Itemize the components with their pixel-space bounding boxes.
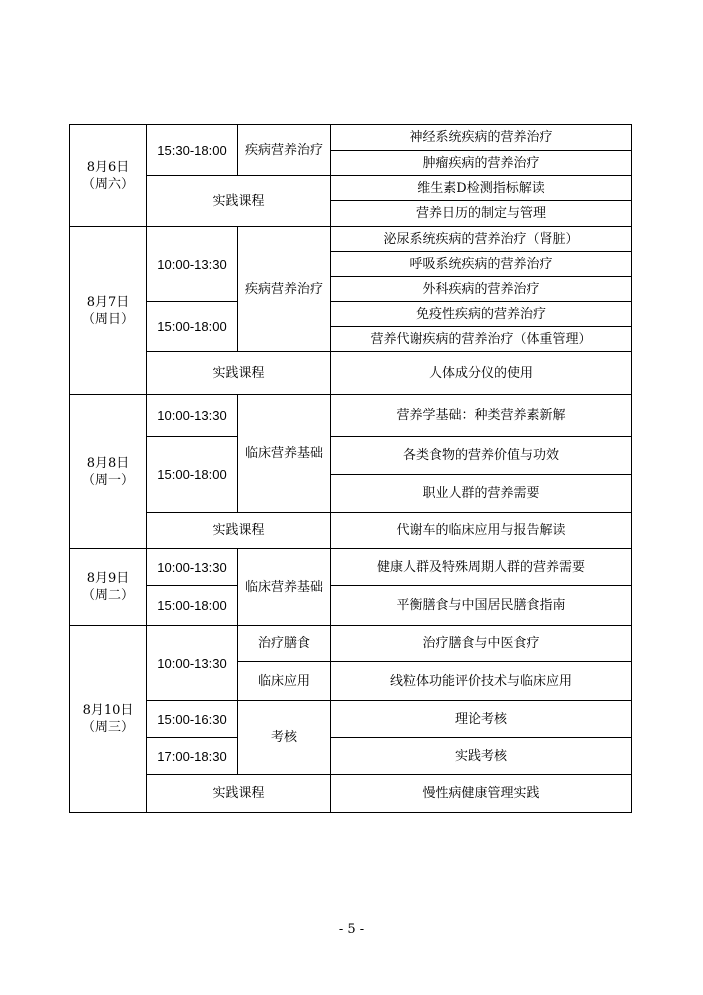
topic-cell: 营养日历的制定与管理 [331, 201, 632, 227]
table-row [70, 738, 632, 775]
table-row [70, 626, 632, 662]
time-slot: 15:00-16:30 [147, 701, 238, 738]
date-label: 8月7日 [86, 294, 130, 310]
date-label: 8月8日 [86, 455, 130, 471]
table-row [70, 302, 632, 327]
topic-cell: 理论考核 [331, 701, 632, 738]
topic-cell: 各类食物的营养价值与功效 [331, 437, 632, 475]
topic-cell: 平衡膳食与中国居民膳食指南 [331, 586, 632, 626]
date-cell [70, 395, 147, 549]
weekday-label: （周三） [81, 720, 134, 735]
module-cell: 考核 [238, 701, 331, 775]
module-cell: 疾病营养治疗 [238, 125, 331, 176]
practice-label: 实践课程 [147, 775, 331, 813]
date-label: 8月10日 [82, 703, 134, 718]
date-cell [70, 125, 147, 227]
time-slot: 15:30-18:00 [147, 125, 238, 176]
table-row [70, 775, 632, 813]
course-schedule-table [69, 124, 632, 813]
weekday-label: （周六） [81, 176, 134, 192]
topic-cell: 免疫性疾病的营养治疗 [331, 302, 632, 327]
topic-cell: 职业人群的营养需要 [331, 475, 632, 513]
table-row [70, 586, 632, 626]
topic-cell: 代谢车的临床应用与报告解读 [331, 513, 632, 549]
module-cell: 临床营养基础 [238, 549, 331, 626]
practice-label: 实践课程 [147, 176, 331, 227]
time-slot: 10:00-13:30 [147, 626, 238, 701]
weekday-label: （周日） [81, 311, 134, 327]
module-cell: 疾病营养治疗 [238, 227, 331, 352]
time-slot: 10:00-13:30 [147, 395, 238, 437]
time-slot: 15:00-18:00 [147, 586, 238, 626]
time-slot: 17:00-18:30 [147, 738, 238, 775]
time-slot: 15:00-18:00 [147, 302, 238, 352]
topic-cell: 实践考核 [331, 738, 632, 775]
topic-cell: 营养代谢疾病的营养治疗（体重管理） [331, 327, 632, 352]
topic-cell: 慢性病健康管理实践 [331, 775, 632, 813]
date-label: 8月6日 [86, 159, 130, 175]
table-row [70, 513, 632, 549]
table-row [70, 549, 632, 586]
topic-cell: 神经系统疾病的营养治疗 [331, 125, 632, 151]
date-cell [70, 227, 147, 395]
topic-cell: 呼吸系统疾病的营养治疗 [331, 252, 632, 277]
date-label: 8月9日 [86, 571, 130, 586]
module-cell: 治疗膳食 [238, 626, 331, 662]
module-cell: 临床营养基础 [238, 395, 331, 513]
weekday-label: （周一） [81, 472, 134, 488]
topic-cell: 维生素D检测指标解读 [331, 176, 632, 201]
topic-cell: 人体成分仪的使用 [331, 352, 632, 395]
table-row [70, 352, 632, 395]
date-cell [70, 626, 147, 813]
time-slot: 15:00-18:00 [147, 437, 238, 513]
topic-cell: 肿瘤疾病的营养治疗 [331, 151, 632, 176]
table-row [70, 437, 632, 475]
module-cell: 临床应用 [238, 662, 331, 701]
topic-cell: 线粒体功能评价技术与临床应用 [331, 662, 632, 701]
weekday-label: （周二） [81, 588, 134, 603]
time-slot: 10:00-13:30 [147, 549, 238, 586]
date-cell [70, 549, 147, 626]
topic-cell: 健康人群及特殊周期人群的营养需要 [331, 549, 632, 586]
topic-cell: 泌尿系统疾病的营养治疗（肾脏） [331, 227, 632, 252]
topic-cell: 治疗膳食与中医食疗 [331, 626, 632, 662]
topic-cell: 外科疾病的营养治疗 [331, 277, 632, 302]
table-row [70, 227, 632, 252]
practice-label: 实践课程 [147, 352, 331, 395]
table-row [70, 395, 632, 437]
practice-label: 实践课程 [147, 513, 331, 549]
topic-cell: 营养学基础：种类营养素新解 [331, 395, 632, 437]
time-slot: 10:00-13:30 [147, 227, 238, 302]
table-row [70, 176, 632, 201]
table-row [70, 125, 632, 151]
table-row [70, 701, 632, 738]
page-number: - 5 - [338, 922, 365, 937]
